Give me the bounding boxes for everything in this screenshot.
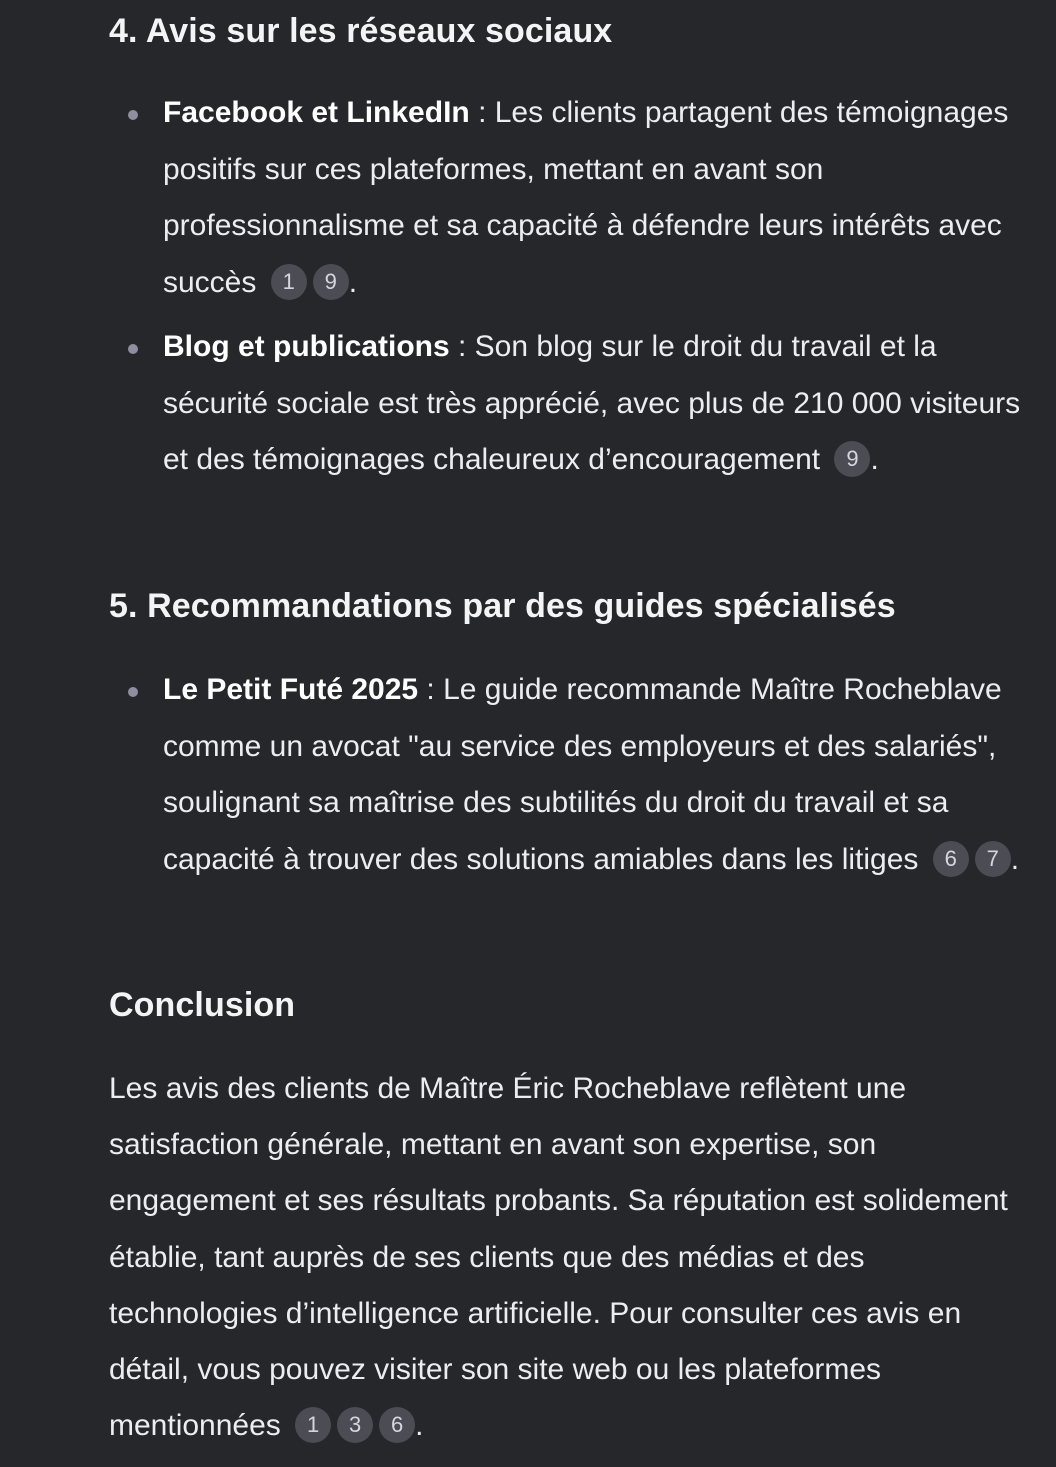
list-item-label: Facebook et LinkedIn (163, 96, 470, 129)
section-heading-conclusion: Conclusion (109, 986, 296, 1024)
list-item-text: : Le guide recommande Maître Rocheblave comme un avocat "au service des employeurs et des salariés", soulignant sa maîtrise des subtilités du droit du travail et sa capacité à trouver des solutions amiables dans les litiges (163, 673, 1002, 876)
conclusion-text: Les avis des clients de Maître Éric Rocheblave reflètent une satisfaction générale, mettant en avant son expertise, son engagement et ses résultats probants. Sa réputation est solidement établie, tant auprès de ses clients que des médias et des technologies d’intelligence artificielle. Pour consulter ces avis en détail, vous pouvez visiter son site web ou les plateformes mentionnées (109, 1072, 1008, 1443)
list-item (109, 662, 1039, 888)
citation-badge[interactable]: 1 (271, 264, 307, 300)
period: . (348, 265, 358, 299)
list-item-text: : Les clients partagent des témoignages positifs sur ces plateformes, mettant en avant son professionnalisme et sa capacité à défendre leurs intérêts avec succès (163, 96, 1009, 299)
citation-badge[interactable]: 3 (337, 1407, 373, 1443)
section-heading-guide-recommendations: 5. Recommandations par des guides spécialisés (109, 587, 896, 625)
list-item-label: Le Petit Futé 2025 (163, 673, 419, 706)
social-reviews-list (109, 85, 1039, 489)
list-item (109, 319, 1039, 489)
list-item-text: : Son blog sur le droit du travail et la sécurité sociale est très apprécié, avec plus de 210 000 visiteurs et des témoignages chaleureux d’encouragement (163, 330, 1021, 476)
period: . (870, 443, 879, 476)
list-item (109, 85, 1039, 311)
period: . (415, 1409, 424, 1443)
citation-badge[interactable]: 6 (933, 841, 969, 877)
citation-badge[interactable]: 9 (834, 441, 870, 477)
citation-badge[interactable]: 1 (295, 1407, 331, 1443)
citation-badge[interactable]: 7 (975, 841, 1011, 877)
list-item-label: Blog et publications (163, 330, 450, 363)
citation-badge[interactable]: 6 (379, 1407, 415, 1443)
period: . (1010, 842, 1020, 876)
conclusion-paragraph (109, 1061, 1039, 1454)
guide-recommendations-list (109, 662, 1039, 888)
citation-badge[interactable]: 9 (313, 264, 349, 300)
section-heading-social-reviews: 4. Avis sur les réseaux sociaux (109, 12, 613, 50)
